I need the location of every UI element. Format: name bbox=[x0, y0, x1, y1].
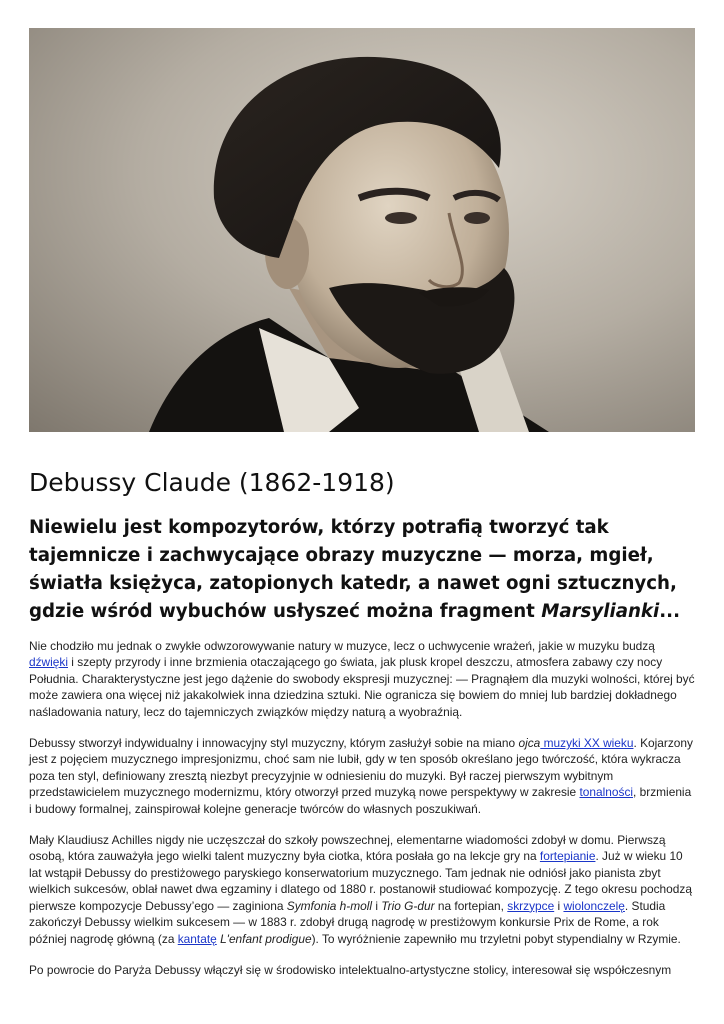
text-run: i bbox=[554, 898, 564, 913]
text-run: i bbox=[372, 898, 382, 913]
text-run: i szepty przyrody i inne brzmienia otaczającego go świata, jak plusk kropel deszczu, atmosfera zabawy czy nocy Południa. Charakterystyczne jest jego dążenie do swobody ekspresji muzycznej: — Pragnąłem dla muzyki wolności, której być może zawiera ona więcej niż jakakolwiek inna dziedzina sztuki. Nie ogranicza się bowiem do mniej lub bardziej dokładnego naśladowania natury, lecz do tajemniczych związków między naturą a wyobraźnią. bbox=[29, 655, 695, 719]
link-kantate[interactable]: kantatę bbox=[177, 931, 217, 946]
paragraph-3 bbox=[29, 832, 697, 947]
paragraph-1 bbox=[29, 638, 697, 720]
link-fortepianie[interactable]: fortepianie bbox=[539, 849, 596, 864]
text-run: Debussy stworzył indywidualny i innowacyjny styl muzyczny, którym zasłużył sobie na miano bbox=[29, 736, 519, 751]
lead-heading bbox=[29, 514, 697, 626]
text-run: Po powrocie do Paryża Debussy włączył się w środowisko intelektualno-artystyczne stolicy, interesował się współczesnym bbox=[29, 962, 672, 977]
text-run: , brzmienia i budowy formalnej, zainspirował kolejne generacje twórców do własnych poszukiwań. bbox=[29, 785, 692, 816]
link-dzwieki[interactable]: dźwięki bbox=[29, 655, 68, 670]
paragraph-4 bbox=[29, 962, 697, 978]
text-run: . Studia zakończył Debussy wielkim sukcesem — w 1883 r. zdobył drugą nagrodę w prestiżowym konkursie Prix de Rome, a rok później nagrodę główną (za bbox=[29, 898, 666, 946]
text-run: Nie chodziło mu jednak o zwykłe odwzorowywanie natury w muzyce, lecz o uchwycenie wrażeń, jakie w muzyku budzą bbox=[29, 639, 655, 653]
link-skrzypce[interactable]: skrzypce bbox=[507, 898, 555, 913]
paragraph-2 bbox=[29, 735, 697, 817]
italic-run: ojca bbox=[518, 736, 541, 751]
link-tonalnosci[interactable]: tonalności bbox=[579, 785, 634, 800]
link-wiolonczele[interactable]: wiolonczelę bbox=[563, 898, 625, 913]
link-muzyki-xx-wieku[interactable]: muzyki XX wieku bbox=[540, 736, 634, 751]
text-run: ). To wyróżnienie zapewniło mu trzyletni pobyt stypendialny w Rzymie. bbox=[311, 931, 681, 946]
lead-text: Niewielu jest kompozytorów, którzy potrafią tworzyć tak tajemnicze i zachwycające obrazy muzyczne — morza, mgieł, światła księżyca, zatopionych katedr, a nawet ogni sztucznych, gdzie wśród wybuchów usłyszeć można fragment bbox=[29, 517, 677, 622]
text-run: . Kojarzony jest z pojęciem muzycznego impresjonizmu, choć sam nie lubił, gdy w ten sposób określano jego twórczość, która wykracza poza ten styl, definiowany zresztą niezbyt precyzyjnie w odniesieniu do muzyki. Był raczej pierwszym wybitnym przedstawicielem muzycznego modernizmu, który otworzył przed muzyką nowe perspektywy w zakresie bbox=[29, 736, 693, 800]
portrait-photo bbox=[29, 28, 695, 432]
text-run: na fortepian, bbox=[434, 898, 508, 913]
italic-run: L'enfant prodigue bbox=[220, 931, 312, 946]
italic-run: Trio G-dur bbox=[381, 898, 435, 913]
portrait-image bbox=[29, 28, 695, 432]
text-run: Mały Klaudiusz Achilles nigdy nie uczęszczał do szkoły powszechnej, elementarne wiadomości zdobył w domu. Pierwszą osobą, która zauważyła jego wielki talent muzyczny była ciotka, która posłała go na lekcje gry na bbox=[29, 833, 666, 864]
text-run: . Już w wieku 10 lat wstąpił Debussy do prestiżowego paryskiego konserwatorium muzycznego. Tam jednak nie odniósł jako pianista zbyt wielkich sukcesów, oblał nawet dwa egzaminy i dlatego od 1880 r. postanowił studiować kompozycję. Z tego okresu pochodzą pierwsze kompozycje Debussy’ego — zaginiona bbox=[29, 849, 692, 913]
lead-italic-word: Marsylianki bbox=[541, 601, 660, 622]
lead-ellipsis: ... bbox=[659, 601, 680, 622]
article-body bbox=[29, 638, 697, 993]
page-title: Debussy Claude (1862-1918) bbox=[29, 468, 395, 497]
italic-run: Symfonia h-moll bbox=[286, 898, 373, 913]
